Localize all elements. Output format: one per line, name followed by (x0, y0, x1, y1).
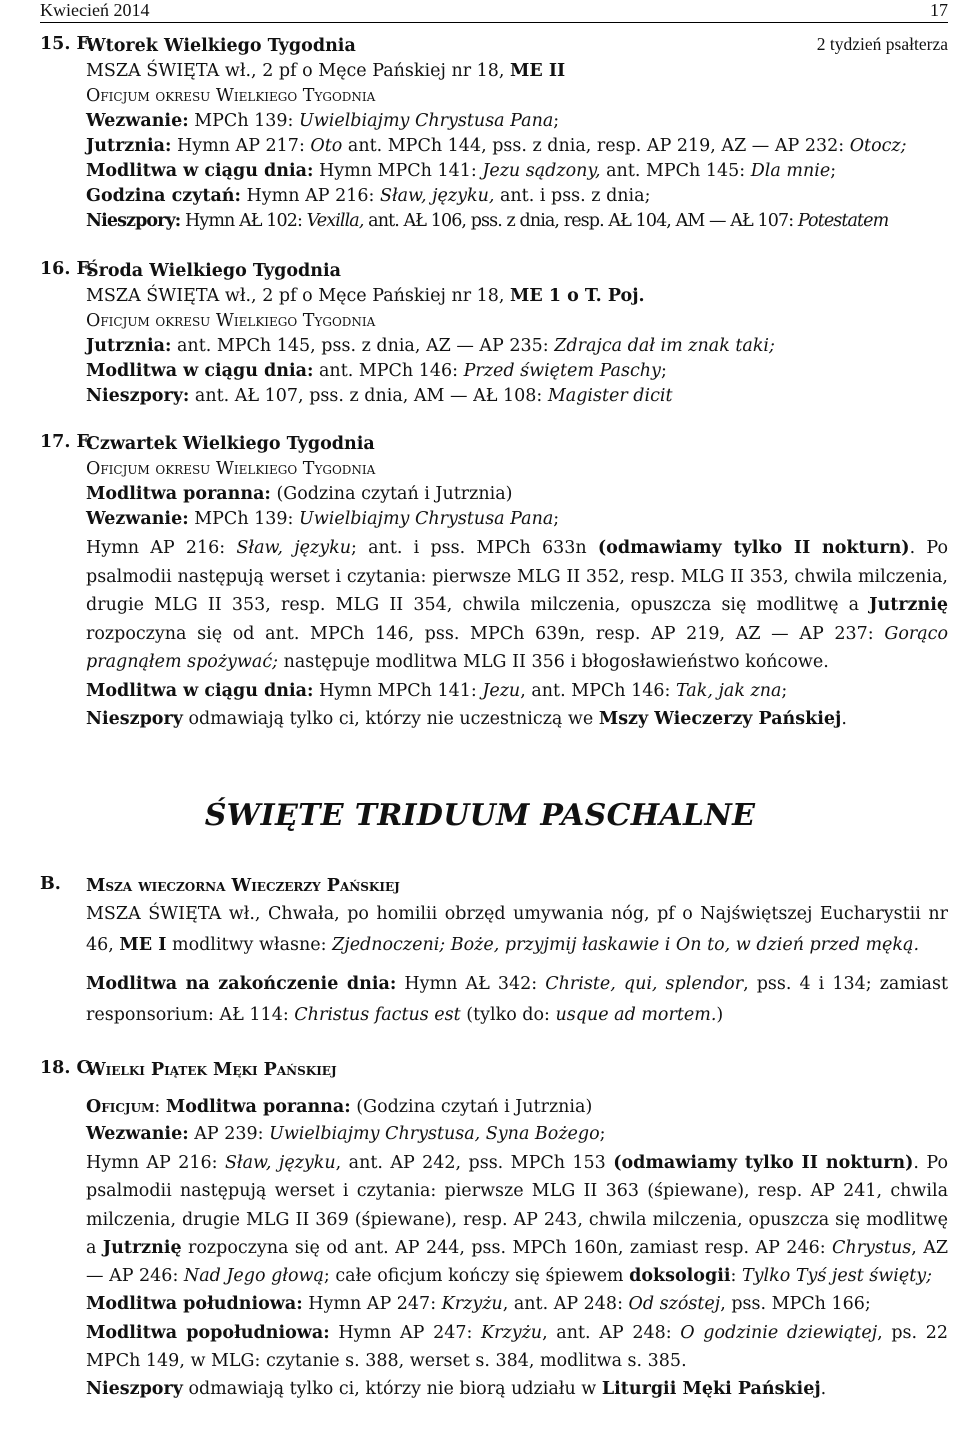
lauds-line: Jutrznia: Hymn AP 217: Oto ant. MPCh 144, pss. z dnia, resp. AP 219, AZ — AP 232: Otocz; (86, 136, 907, 156)
mass-line: MSZA ŚWIĘTA wł., 2 pf o Męce Pańskiej nr 18, ME 1 o T. Poj. (86, 286, 645, 306)
daytime-prayer-line: Modlitwa w ciągu dnia: Hymn MPCh 141: Jezu, ant. MPCh 146: Tak, jak zna; (86, 680, 788, 701)
day-number: 17. F. (40, 432, 94, 452)
invitatory-line: Wezwanie: AP 239: Uwielbiajmy Chrystusa, Syna Bożego; (86, 1124, 606, 1144)
vespers-line: Nieszpory odmawiają tylko ci, którzy nie biorą udziału w Liturgii Męki Pańskiej. (86, 1379, 827, 1400)
page-header (40, 0, 948, 23)
invitatory-line: Wezwanie: MPCh 139: Uwielbiajmy Chrystusa Pana; (86, 509, 560, 529)
mass-paragraph: MSZA ŚWIĘTA wł., Chwała, po homilii obrzęd umywania nóg, pf o Najświętszej Eucharystii nr 46, ME I modlitwy własne: Zjednoczeni; Boże, przyjmij łaskawie i On to, w dzień przed męką. (86, 904, 948, 955)
mass-line: MSZA ŚWIĘTA wł., 2 pf o Męce Pańskiej nr 18, ME II (86, 61, 566, 81)
entry-day-15 (40, 34, 948, 234)
daytime-prayer-line: Modlitwa w ciągu dnia: ant. MPCh 146: Przed świętem Paschy; (86, 361, 667, 381)
readings-paragraph: Hymn AP 216: Sław, języku; ant. i pss. MPCh 633n (odmawiamy tylko II nokturn). Po psalmodii następują werset i czytania: pierwsze MLG II 352, resp. MLG II 353, chwila milczenia, drugie MLG II 353, resp. MLG II 354, chwila milczenia, opuszcza się modlitwę a Jutrznię rozpoczyna się od ant. MPCh 146, pss. MPCh 639n, resp. AP 219, AZ — AP 237: Gorąco pragnąłem spożywać; następuje modlitwa MLG II 356 i błogosławieństwo końcowe. (86, 538, 948, 672)
lauds-line: Jutrznia: ant. MPCh 145, pss. z dnia, AZ — AP 235: Zdrajca dał im znak taki; (86, 336, 775, 356)
psalter-week-note: 2 tydzień psałterza (816, 34, 948, 54)
readings-paragraph: Hymn AP 216: Sław, języku, ant. AP 242, pss. MPCh 153 (odmawiamy tylko II nokturn). Po psalmodii następują werset i czytania: pierwsze MLG II 363 (śpiewane), resp. AP 241, chwila milczenia, drugie MLG II 369 (śpiewane), resp. AP 243, chwila milczenia, opuszcza się modlitwę a Jutrznię rozpoczyna się od ant. AP 244, pss. MPCh 160n, zamiast resp. AP 246: Chrystus, AZ — AP 246: Nad Jego głową; całe oficjum kończy się śpiewem doksologii: Tylko Tyś jest święty; (86, 1153, 948, 1287)
section-letter: B. (40, 874, 61, 894)
daytime-prayer-line: Modlitwa w ciągu dnia: Hymn MPCh 141: Jezu sądzony, ant. MPCh 145: Dla mnie; (86, 161, 837, 181)
day-number: 18. C. (40, 1058, 97, 1078)
entry-day-18 (40, 1058, 948, 1404)
office-heading: Oficjum okresu Wielkiego Tygodnia (86, 86, 376, 106)
entry-day-17 (40, 432, 948, 734)
day-title: Wielki Piątek Męki Pańskiej (86, 1060, 337, 1080)
triduum-title: ŚWIĘTE TRIDUUM PASCHALNE (204, 798, 756, 833)
compline-paragraph: Modlitwa na zakończenie dnia: Hymn AŁ 342: Christe, qui, splendor, pss. 4 i 134; zamiast responsorium: AŁ 114: Christus factus est (tylko do: usque ad mortem.) (86, 974, 948, 1025)
invitatory-line: Wezwanie: MPCh 139: Uwielbiajmy Chrystusa Pana; (86, 111, 560, 131)
header-month: Kwiecień 2014 (40, 0, 150, 20)
day-number: 16. F. (40, 259, 94, 279)
day-title: Wtorek Wielkiego Tygodnia (86, 36, 356, 56)
vespers-line: Nieszpory: Hymn AŁ 102: Vexilla, ant. AŁ 106, pss. z dnia, resp. AŁ 104, AM — AŁ 107: Potestatem (86, 211, 889, 231)
morning-prayer-line: Oficjum: Modlitwa poranna: (Godzina czytań i Jutrznia) (86, 1097, 593, 1117)
header-page-number: 17 (930, 0, 948, 20)
vespers-line: Nieszpory odmawiają tylko ci, którzy nie uczestniczą we Mszy Wieczerzy Pańskiej. (86, 709, 847, 729)
entry-evening-mass (40, 874, 948, 1031)
office-heading: Oficjum okresu Wielkiego Tygodnia (86, 311, 376, 331)
entry-day-16 (40, 259, 948, 409)
day-title: Czwartek Wielkiego Tygodnia (86, 434, 375, 454)
morning-prayer-line: Modlitwa poranna: (Godzina czytań i Jutrznia) (86, 484, 513, 504)
day-title: Środa Wielkiego Tygodnia (86, 261, 342, 281)
day-number: 15. F. (40, 34, 94, 54)
vespers-line: Nieszpory: ant. AŁ 107, pss. z dnia, AM — AŁ 108: Magister dicit (86, 386, 673, 406)
office-of-readings-line: Godzina czytań: Hymn AP 216: Sław, języku, ant. i pss. z dnia; (86, 186, 651, 206)
afternoon-prayer-paragraph: Modlitwa popołudniowa: Hymn AP 247: Krzyżu, ant. AP 248: O godzinie dziewiątej, ps. 22 MPCh 149, w MLG: czytanie s. 388, werset s. 384, modlitwa s. 385. (86, 1322, 949, 1372)
section-title: Msza wieczorna Wieczerzy Pańskiej (86, 876, 400, 896)
office-heading: Oficjum okresu Wielkiego Tygodnia (86, 459, 376, 479)
midday-prayer-line: Modlitwa południowa: Hymn AP 247: Krzyżu, ant. AP 248: Od szóstej, pss. MPCh 166; (86, 1294, 871, 1315)
